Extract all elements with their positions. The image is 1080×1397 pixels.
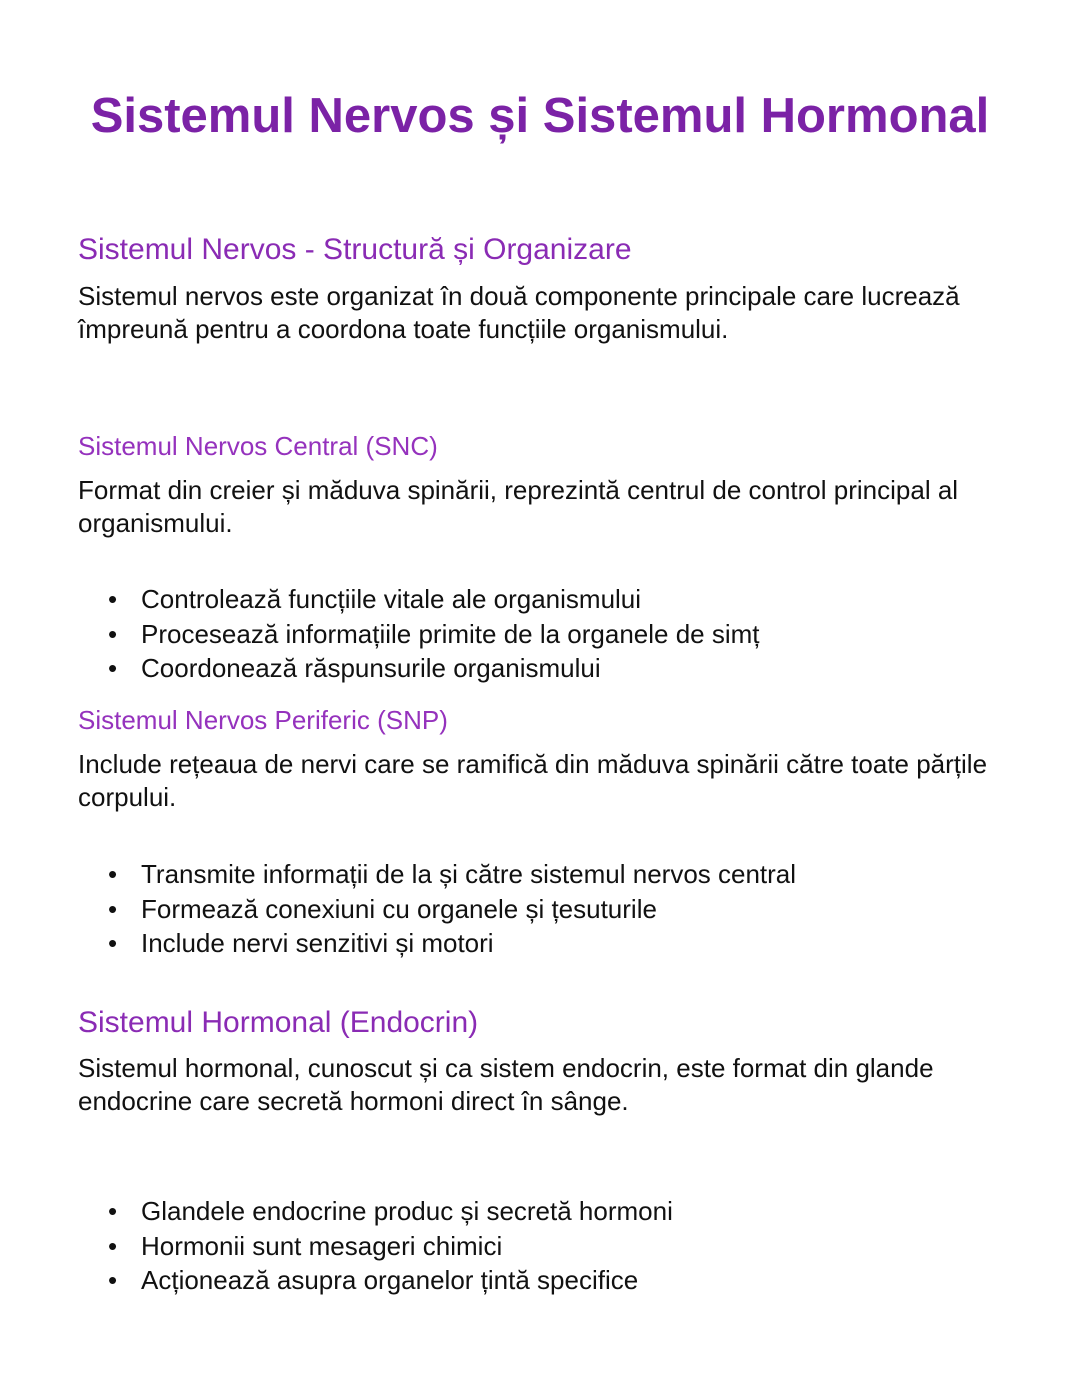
- section-paragraph-nervous-structure: Sistemul nervos este organizat în două componente principale care lucrează împreună pentru a coordona toate funcțiile organismului.: [78, 281, 960, 344]
- section-paragraph-snp: Include rețeaua de nervi care se ramifică din măduva spinării către toate părțile corpului.: [78, 749, 988, 812]
- list-item-text: Coordonează răspunsurile organismului: [141, 653, 601, 683]
- list-item: [106, 857, 796, 892]
- list-item-text: Controlează funcțiile vitale ale organismului: [141, 584, 642, 614]
- bullet-icon: •: [108, 893, 118, 924]
- list-item-text: Acționează asupra organelor țintă specifice: [141, 1265, 639, 1295]
- list-item: [106, 1263, 673, 1298]
- list-item-text: Include nervi senzitivi și motori: [141, 928, 494, 958]
- bullet-icon: •: [108, 1265, 118, 1295]
- list-item-text: Hormonii sunt mesageri chimici: [141, 1230, 503, 1261]
- page-title: Sistemul Nervos și Sistemul Hormonal: [90, 89, 990, 143]
- list-item-text: Formează conexiuni cu organele și țesuturile: [141, 893, 657, 924]
- list-item: [106, 926, 796, 961]
- bullet-icon: •: [108, 653, 118, 683]
- bullet-list-snc: [106, 582, 760, 686]
- bullet-icon: •: [108, 859, 118, 889]
- list-item-text: Transmite informații de la și către sistemul nervos central: [141, 859, 797, 889]
- section-heading-endocrine: Sistemul Hormonal (Endocrin): [78, 1006, 479, 1039]
- section-heading-snp: Sistemul Nervos Periferic (SNP): [78, 705, 448, 735]
- bullet-icon: •: [108, 584, 118, 614]
- list-item: [106, 651, 760, 686]
- list-item: [106, 617, 760, 652]
- section-paragraph-snc: Format din creier și măduva spinării, reprezintă centrul de control principal al organismului.: [78, 475, 959, 538]
- list-item: [106, 1229, 673, 1264]
- list-item: [106, 582, 760, 617]
- bullet-icon: •: [108, 928, 118, 958]
- section-paragraph-endocrine: Sistemul hormonal, cunoscut și ca sistem endocrin, este format din glande endocrine care secretă hormoni direct în sânge.: [78, 1053, 934, 1116]
- section-heading-nervous-structure: Sistemul Nervos - Structură și Organizare: [78, 233, 632, 266]
- bullet-icon: •: [108, 618, 118, 649]
- list-item-text: Glandele endocrine produc și secretă hormoni: [141, 1196, 673, 1226]
- list-item: [106, 892, 796, 927]
- bullet-icon: •: [108, 1230, 118, 1261]
- list-item-text: Procesează informațiile primite de la organele de simț: [141, 618, 760, 649]
- list-item: [106, 1194, 673, 1229]
- section-heading-snc: Sistemul Nervos Central (SNC): [78, 431, 438, 461]
- bullet-icon: •: [108, 1196, 118, 1226]
- bullet-list-snp: [106, 857, 796, 961]
- bullet-list-endocrine: [106, 1194, 673, 1298]
